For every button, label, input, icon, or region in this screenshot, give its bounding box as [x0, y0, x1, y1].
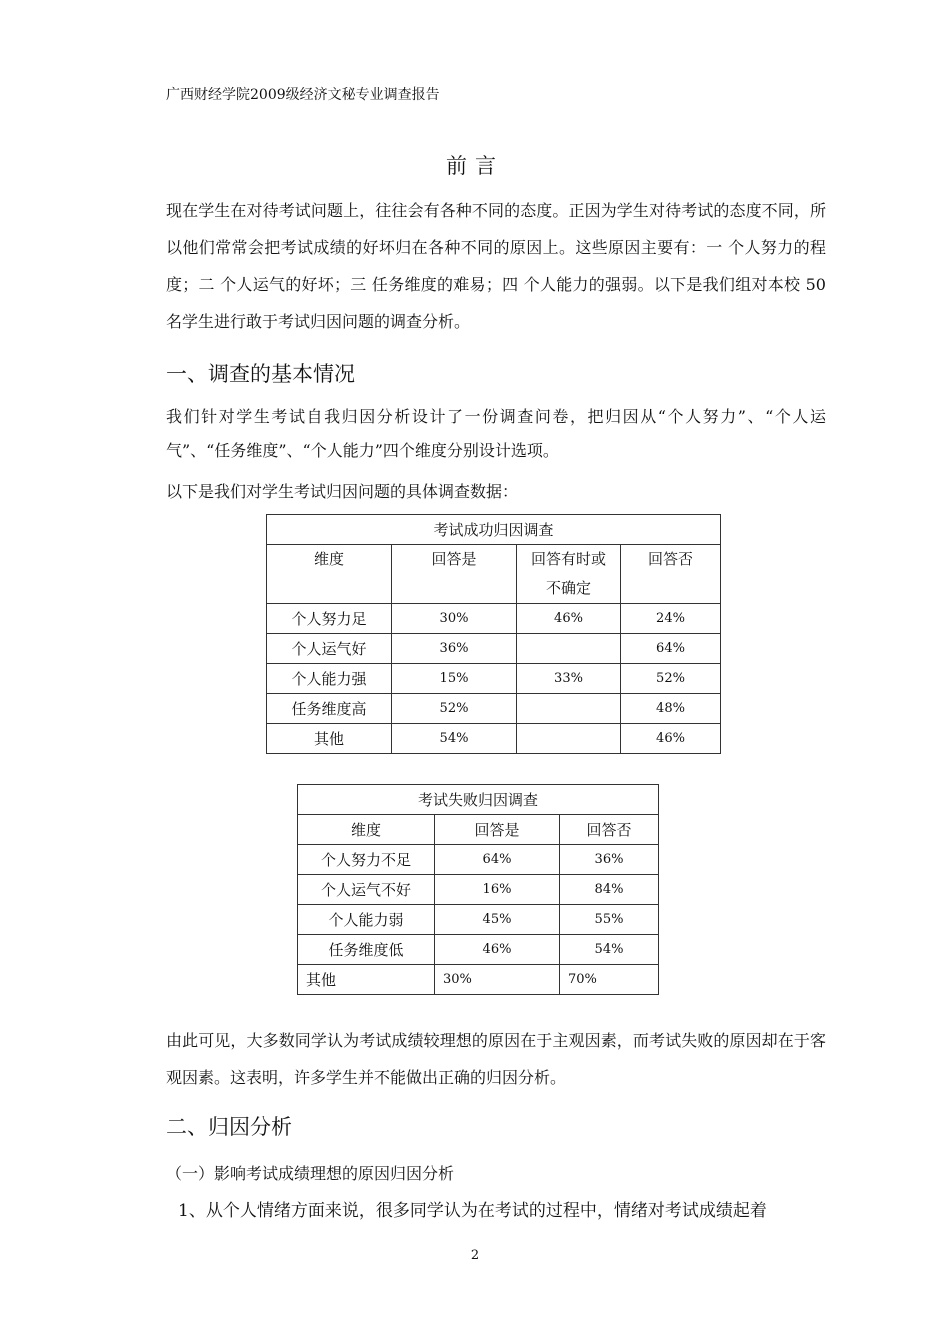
- failure-table: [297, 784, 659, 995]
- success-cell-label: 个人能力强: [267, 664, 392, 694]
- failure-cell-value: 64%: [435, 845, 560, 875]
- success-cell-value: 36%: [392, 634, 517, 664]
- success-cell-value: 15%: [392, 664, 517, 694]
- table-row: [267, 664, 721, 694]
- success-cell-value: [517, 634, 621, 664]
- success-table: [266, 514, 721, 754]
- success-cell-value: [517, 724, 621, 754]
- failure-cell-value: 46%: [435, 935, 560, 965]
- table-row: [267, 604, 721, 634]
- failure-cell-value: 84%: [560, 875, 659, 905]
- success-header-cell: 回答否: [621, 545, 721, 604]
- section1-paragraph-2: 以下是我们对学生考试归因问题的具体调查数据：: [166, 482, 519, 501]
- success-header-cell: 回答有时或不确定: [517, 545, 621, 604]
- failure-cell-value: 55%: [560, 905, 659, 935]
- success-cell-value: 64%: [621, 634, 721, 664]
- section2-heading: 二、归因分析: [166, 1115, 292, 1139]
- failure-cell-value: 16%: [435, 875, 560, 905]
- failure-cell-label: 其他: [298, 965, 435, 995]
- failure-cell-value: 36%: [560, 845, 659, 875]
- success-cell-label: 其他: [267, 724, 392, 754]
- failure-cell-label: 个人运气不好: [298, 875, 435, 905]
- failure-cell-label: 个人能力弱: [298, 905, 435, 935]
- table-row: [267, 694, 721, 724]
- success-cell-value: 33%: [517, 664, 621, 694]
- success-cell-value: 46%: [517, 604, 621, 634]
- page-number: 2: [470, 1248, 480, 1263]
- failure-header-cell: 维度: [298, 815, 435, 845]
- table-row: [298, 845, 659, 875]
- success-cell-value: 48%: [621, 694, 721, 724]
- success-cell-label: 个人运气好: [267, 634, 392, 664]
- section2-paragraph: 1、从个人情绪方面来说，很多同学认为在考试的过程中，情绪对考试成绩起着: [178, 1201, 767, 1221]
- success-cell-value: 30%: [392, 604, 517, 634]
- success-cell-label: 任务维度高: [267, 694, 392, 724]
- failure-cell-value: 45%: [435, 905, 560, 935]
- intro-paragraph: 现在学生在对待考试问题上，往往会有各种不同的态度。正因为学生对待考试的态度不同，所以他们常常会把考试成绩的好坏归在各种不同的原因上。这些原因主要有：一 个人努力的程度；二 个人运气的好坏；三 任务维度的难易；四 个人能力的强弱。以下是我们组对本校 50 名学生进行敢于考试归因问题的调查分析。: [166, 201, 826, 331]
- failure-header-cell: 回答否: [560, 815, 659, 845]
- table-row: [298, 965, 659, 995]
- section1-paragraph: 我们针对学生考试自我归因分析设计了一份调查问卷，把归因从“个人努力”、“个人运气”、“任务维度”、“个人能力”四个维度分别设计选项。: [166, 407, 826, 460]
- success-cell-value: 46%: [621, 724, 721, 754]
- table-row: [267, 724, 721, 754]
- success-cell-value: [517, 694, 621, 724]
- success-cell-value: 52%: [392, 694, 517, 724]
- section2-subheading: （一）影响考试成绩理想的原因归因分析: [166, 1164, 455, 1183]
- conclusion-paragraph: 由此可见，大多数同学认为考试成绩较理想的原因在于主观因素，而考试失败的原因却在于客观因素。这表明，许多学生并不能做出正确的归因分析。: [166, 1031, 826, 1087]
- failure-table-title: 考试失败归因调查: [298, 785, 659, 815]
- running-header: 广西财经学院2009级经济文秘专业调查报告: [166, 87, 440, 103]
- failure-cell-value: 30%: [435, 965, 560, 995]
- page-title: 前言: [446, 154, 504, 178]
- failure-header-cell: 回答是: [435, 815, 560, 845]
- table-row: [298, 875, 659, 905]
- section1-heading: 一、调查的基本情况: [166, 362, 355, 386]
- success-header-cell: 回答是: [392, 545, 517, 604]
- failure-cell-label: 个人努力不足: [298, 845, 435, 875]
- success-header-cell: 维度: [267, 545, 392, 604]
- failure-cell-value: 54%: [560, 935, 659, 965]
- success-cell-value: 54%: [392, 724, 517, 754]
- success-table-title: 考试成功归因调查: [267, 515, 721, 545]
- failure-cell-label: 任务维度低: [298, 935, 435, 965]
- success-cell-value: 52%: [621, 664, 721, 694]
- table-row: [298, 935, 659, 965]
- success-cell-label: 个人努力足: [267, 604, 392, 634]
- table-row: [267, 634, 721, 664]
- success-cell-value: 24%: [621, 604, 721, 634]
- table-row: [298, 905, 659, 935]
- failure-cell-value: 70%: [560, 965, 659, 995]
